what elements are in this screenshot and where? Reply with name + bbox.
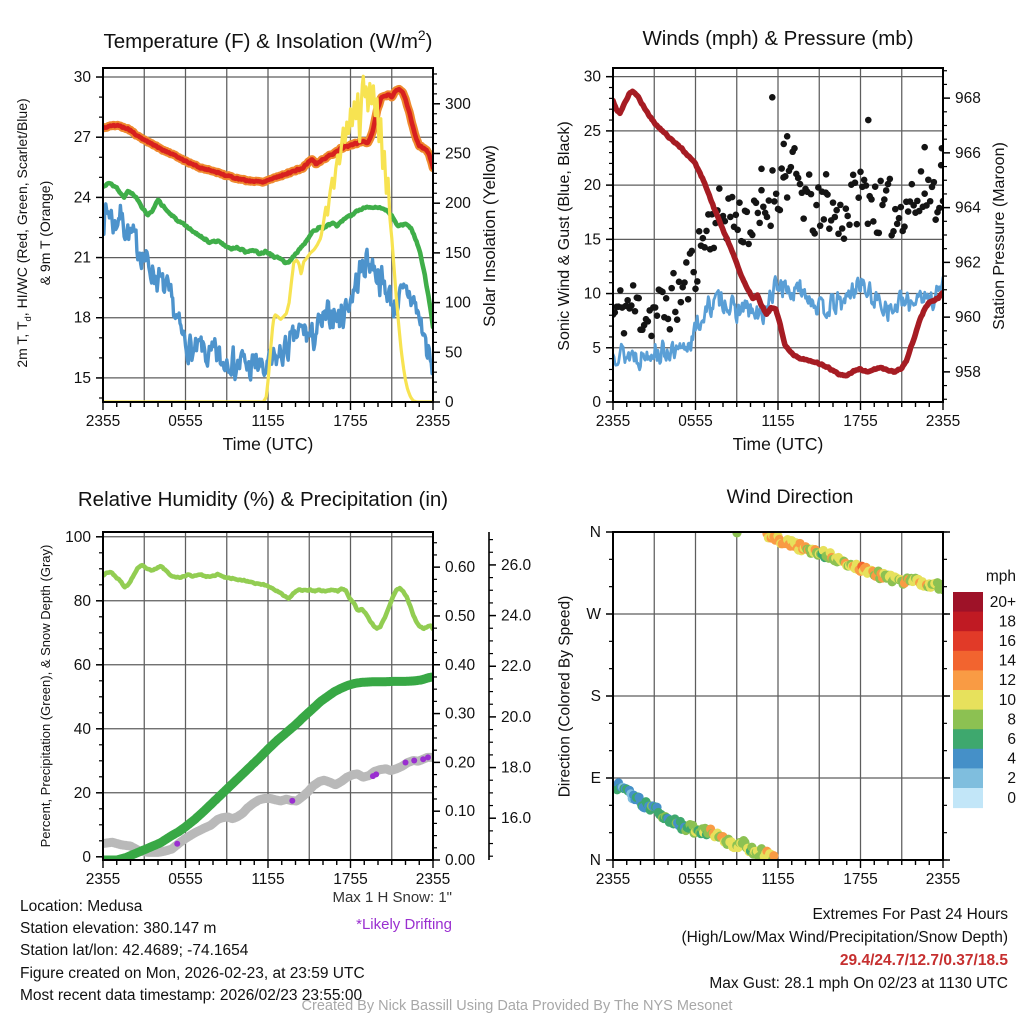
- ylabel-left-chart1: [14, 58, 54, 408]
- chart-wind-direction: [586, 524, 960, 888]
- svg-text:4: 4: [1007, 750, 1016, 768]
- figure-created: Figure created on Mon, 2026-02-23, at 23:59 UTC: [20, 964, 365, 982]
- svg-text:0: 0: [592, 394, 601, 411]
- svg-text:26.0: 26.0: [501, 556, 532, 574]
- chart-humidity-precip: [65, 529, 531, 888]
- svg-text:14: 14: [998, 652, 1016, 670]
- svg-text:24.0: 24.0: [501, 607, 532, 625]
- svg-text:0.40: 0.40: [445, 656, 476, 674]
- svg-text:0.00: 0.00: [445, 852, 476, 869]
- svg-text:N: N: [589, 524, 601, 541]
- xlabel-chart1: Time (UTC): [222, 434, 314, 454]
- svg-text:18: 18: [998, 613, 1016, 631]
- ylabel-left-chart3: Percent, Precipitation (Green), & Snow Depth (Gray): [38, 544, 53, 848]
- svg-text:1755: 1755: [333, 413, 368, 430]
- svg-text:15: 15: [583, 231, 601, 249]
- svg-text:mph: mph: [985, 568, 1016, 585]
- svg-text:16.0: 16.0: [501, 810, 532, 828]
- svg-text:10: 10: [583, 285, 601, 303]
- svg-text:0.60: 0.60: [445, 559, 476, 577]
- station-info-block: [20, 896, 490, 1007]
- svg-text:0.20: 0.20: [445, 754, 476, 772]
- svg-text:6: 6: [1007, 731, 1016, 748]
- svg-text:300: 300: [445, 95, 471, 113]
- svg-text:0555: 0555: [168, 871, 203, 888]
- svg-text:24: 24: [73, 189, 91, 207]
- svg-text:S: S: [590, 688, 601, 705]
- svg-text:N: N: [589, 852, 601, 869]
- svg-text:0.30: 0.30: [445, 705, 476, 723]
- svg-text:0555: 0555: [678, 413, 713, 430]
- chart-title-winds-pressure: Winds (mph) & Pressure (mb): [642, 27, 914, 50]
- extremes-values: 29.4/24.7/12.7/0.37/18.5: [839, 952, 1008, 969]
- svg-text:50: 50: [445, 344, 463, 362]
- svg-text:2355: 2355: [85, 413, 121, 430]
- svg-text:25: 25: [583, 122, 601, 140]
- svg-text:16: 16: [998, 633, 1016, 650]
- extremes-block: [620, 903, 1008, 995]
- svg-text:20: 20: [73, 784, 91, 802]
- chart-temp-insolation: [74, 68, 471, 430]
- svg-text:100: 100: [445, 294, 471, 312]
- svg-text:30: 30: [73, 69, 91, 87]
- svg-text:1155: 1155: [251, 413, 285, 430]
- speed-colorbar: [953, 568, 1016, 808]
- svg-text:E: E: [590, 770, 601, 787]
- ylabel-subscript: d: [22, 316, 34, 322]
- svg-text:18: 18: [73, 309, 91, 327]
- svg-text:2355: 2355: [595, 871, 631, 888]
- ylabel-right-chart1: Solar Insolation (Yellow): [480, 145, 499, 327]
- extremes-subtitle: (High/Low/Max Wind/Precipitation/Snow Depth): [681, 929, 1008, 946]
- svg-text:15: 15: [73, 369, 91, 387]
- svg-text:0: 0: [1007, 789, 1016, 807]
- svg-text:0.50: 0.50: [445, 607, 476, 625]
- svg-text:2355: 2355: [925, 413, 961, 430]
- svg-text:2355: 2355: [85, 871, 121, 888]
- svg-text:250: 250: [445, 145, 471, 163]
- svg-text:0555: 0555: [168, 413, 203, 430]
- ylabel-right-chart2: Station Pressure (Maroon): [991, 142, 1008, 330]
- likely-drifting-note: *Likely Drifting: [356, 916, 452, 933]
- svg-text:2355: 2355: [595, 413, 631, 430]
- svg-text:0: 0: [82, 848, 91, 866]
- svg-text:5: 5: [592, 339, 601, 357]
- svg-text:30: 30: [583, 68, 601, 86]
- svg-text:W: W: [586, 606, 601, 623]
- ylabel-left-chart2: Sonic Wind & Gust (Blue, Black): [556, 121, 573, 351]
- chart-title-humidity-precip: Relative Humidity (%) & Precipitation (in): [77, 488, 449, 511]
- data-timestamp: Most recent data timestamp: 2026/02/23 23:55:00: [20, 986, 363, 1004]
- svg-text:150: 150: [445, 244, 471, 262]
- chart-winds-pressure: [584, 68, 981, 430]
- station-elevation: Station elevation: 380.147 m: [20, 920, 217, 938]
- svg-text:40: 40: [73, 720, 91, 738]
- svg-text:18.0: 18.0: [501, 759, 532, 777]
- svg-text:8: 8: [1007, 711, 1016, 729]
- svg-text:964: 964: [955, 199, 981, 217]
- svg-text:1755: 1755: [843, 413, 878, 430]
- svg-text:1755: 1755: [333, 871, 368, 888]
- ylabel-text: 2m T, T: [14, 321, 30, 368]
- svg-text:80: 80: [73, 592, 91, 610]
- max-gust: Max Gust: 28.1 mph On 02/23 at 1130 UTC: [709, 975, 1008, 992]
- svg-text:1755: 1755: [843, 871, 878, 888]
- title-text: Temperature (F) & Insolation (W/m: [103, 29, 418, 53]
- gridlines: [103, 532, 433, 860]
- axis-ticks: [65, 529, 531, 888]
- svg-text:962: 962: [955, 254, 981, 272]
- credit-line: Created By Nick Bassill Using Data Provided By The NYS Mesonet: [301, 998, 733, 1014]
- ylabel-line2: & 9m T (Orange): [37, 180, 54, 286]
- svg-text:968: 968: [955, 90, 981, 108]
- title-superscript: 2: [417, 27, 426, 43]
- svg-text:2355: 2355: [415, 413, 451, 430]
- axis-ticks: [584, 69, 981, 430]
- svg-text:0555: 0555: [678, 871, 713, 888]
- svg-text:200: 200: [445, 195, 471, 213]
- svg-text:27: 27: [73, 129, 91, 147]
- svg-text:1155: 1155: [761, 871, 795, 888]
- title-text-close: ): [425, 29, 433, 53]
- xlabel-chart2: Time (UTC): [732, 434, 824, 454]
- station-location: Location: Medusa: [20, 898, 143, 915]
- svg-text:966: 966: [955, 144, 981, 162]
- svg-text:20: 20: [583, 177, 601, 195]
- svg-text:1155: 1155: [251, 871, 285, 888]
- svg-text:1155: 1155: [761, 413, 795, 430]
- svg-text:0: 0: [445, 394, 454, 411]
- ylabel-left-chart4: Direction (Colored By Speed): [556, 595, 574, 798]
- svg-text:20+: 20+: [989, 593, 1016, 611]
- max-snow-note: Max 1 H Snow: 1": [332, 889, 452, 906]
- svg-text:10: 10: [998, 691, 1016, 709]
- svg-text:100: 100: [65, 528, 91, 546]
- svg-text:20.0: 20.0: [501, 708, 532, 726]
- chart-title-temp-insolation: [68, 27, 468, 54]
- svg-text:960: 960: [955, 309, 981, 327]
- chart-title-wind-direction: Wind Direction: [726, 486, 854, 508]
- svg-text:12: 12: [998, 672, 1016, 690]
- svg-text:0.10: 0.10: [445, 803, 476, 821]
- svg-text:2355: 2355: [925, 871, 961, 888]
- station-latlon: Station lat/lon: 42.4689; -74.1654: [20, 942, 249, 960]
- svg-text:2: 2: [1007, 770, 1016, 788]
- svg-text:2355: 2355: [415, 871, 451, 888]
- svg-text:958: 958: [955, 363, 981, 381]
- svg-text:21: 21: [73, 249, 91, 267]
- svg-text:60: 60: [73, 656, 91, 674]
- svg-text:22.0: 22.0: [501, 658, 532, 676]
- ylabel-text2: , HI/WC (Red, Green, Scarlet/Blue): [14, 98, 30, 317]
- extremes-title: Extremes For Past 24 Hours: [812, 906, 1008, 923]
